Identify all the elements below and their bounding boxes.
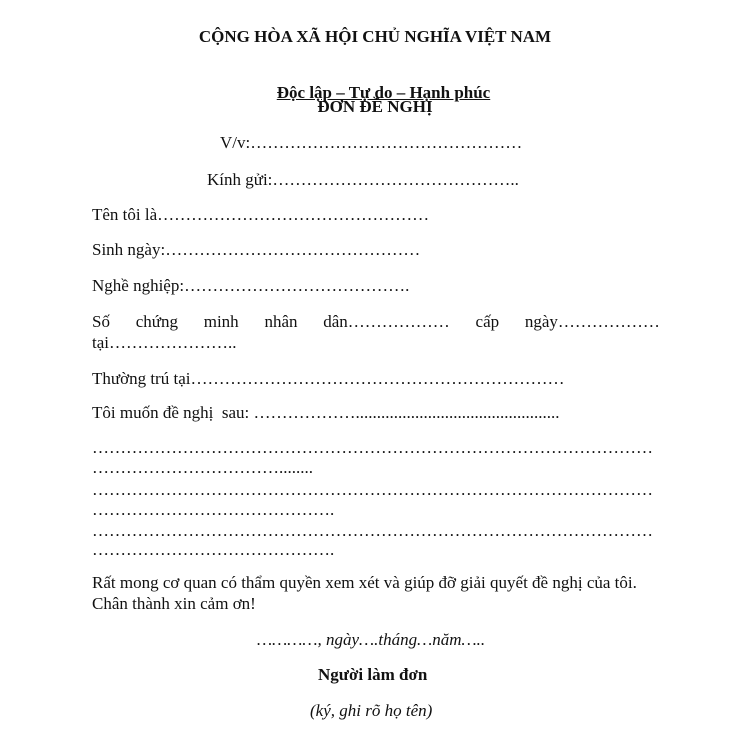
closing-thanks: Chân thành xin cảm ơn! (92, 594, 256, 613)
motto-text: Độc lập – Tự do – Hạnh phúc (276, 83, 491, 102)
id-word: ngày……………… (524, 312, 660, 331)
id-place-field: tại………………….. (92, 333, 237, 352)
request-line: ……………………………………………………………………………………… (92, 480, 653, 499)
national-title: CỘNG HÒA XÃ HỘI CHỦ NGHĨA VIỆT NAM (198, 27, 552, 46)
birthdate-field: Sinh ngày:……………………………………… (92, 240, 421, 259)
id-word: minh (203, 312, 239, 331)
id-word: cấp (475, 312, 500, 331)
signature-note: (ký, ghi rõ họ tên) (310, 701, 433, 720)
id-number-field (92, 312, 660, 332)
recipient-field: Kính gửi:…………………………………….. (207, 170, 519, 189)
document-title: ĐƠN ĐỀ NGHỊ (317, 97, 433, 116)
subject-field: V/v:………………………………………… (220, 133, 523, 152)
request-line: ……………………………………. (92, 500, 335, 519)
request-line: ……………………………………. (92, 540, 335, 559)
id-word: chứng (135, 312, 178, 331)
id-word: dân……………… (323, 312, 450, 331)
closing-request: Rất mong cơ quan có thẩm quyền xem xét và giúp đỡ giải quyết đề nghị của tôi. (92, 573, 637, 592)
id-word: nhân (264, 312, 298, 331)
request-line: ……………………………………………………………………………………… (92, 438, 653, 457)
residence-field: Thường trú tại………………………………………………………… (92, 369, 565, 388)
signature-role: Người làm đơn (318, 665, 428, 684)
id-word: Số (92, 312, 110, 331)
request-line: ……………………………………………………………………………………… (92, 521, 653, 540)
signature-date: …………, ngày….tháng…năm….. (257, 630, 486, 649)
request-line: ……………………………........ (92, 458, 313, 477)
name-field: Tên tôi là………………………………………… (92, 205, 430, 224)
request-field: Tôi muốn đề nghị sau: ………………................................................ (92, 403, 560, 422)
occupation-field: Nghề nghiệp:…………………………………. (92, 276, 410, 295)
